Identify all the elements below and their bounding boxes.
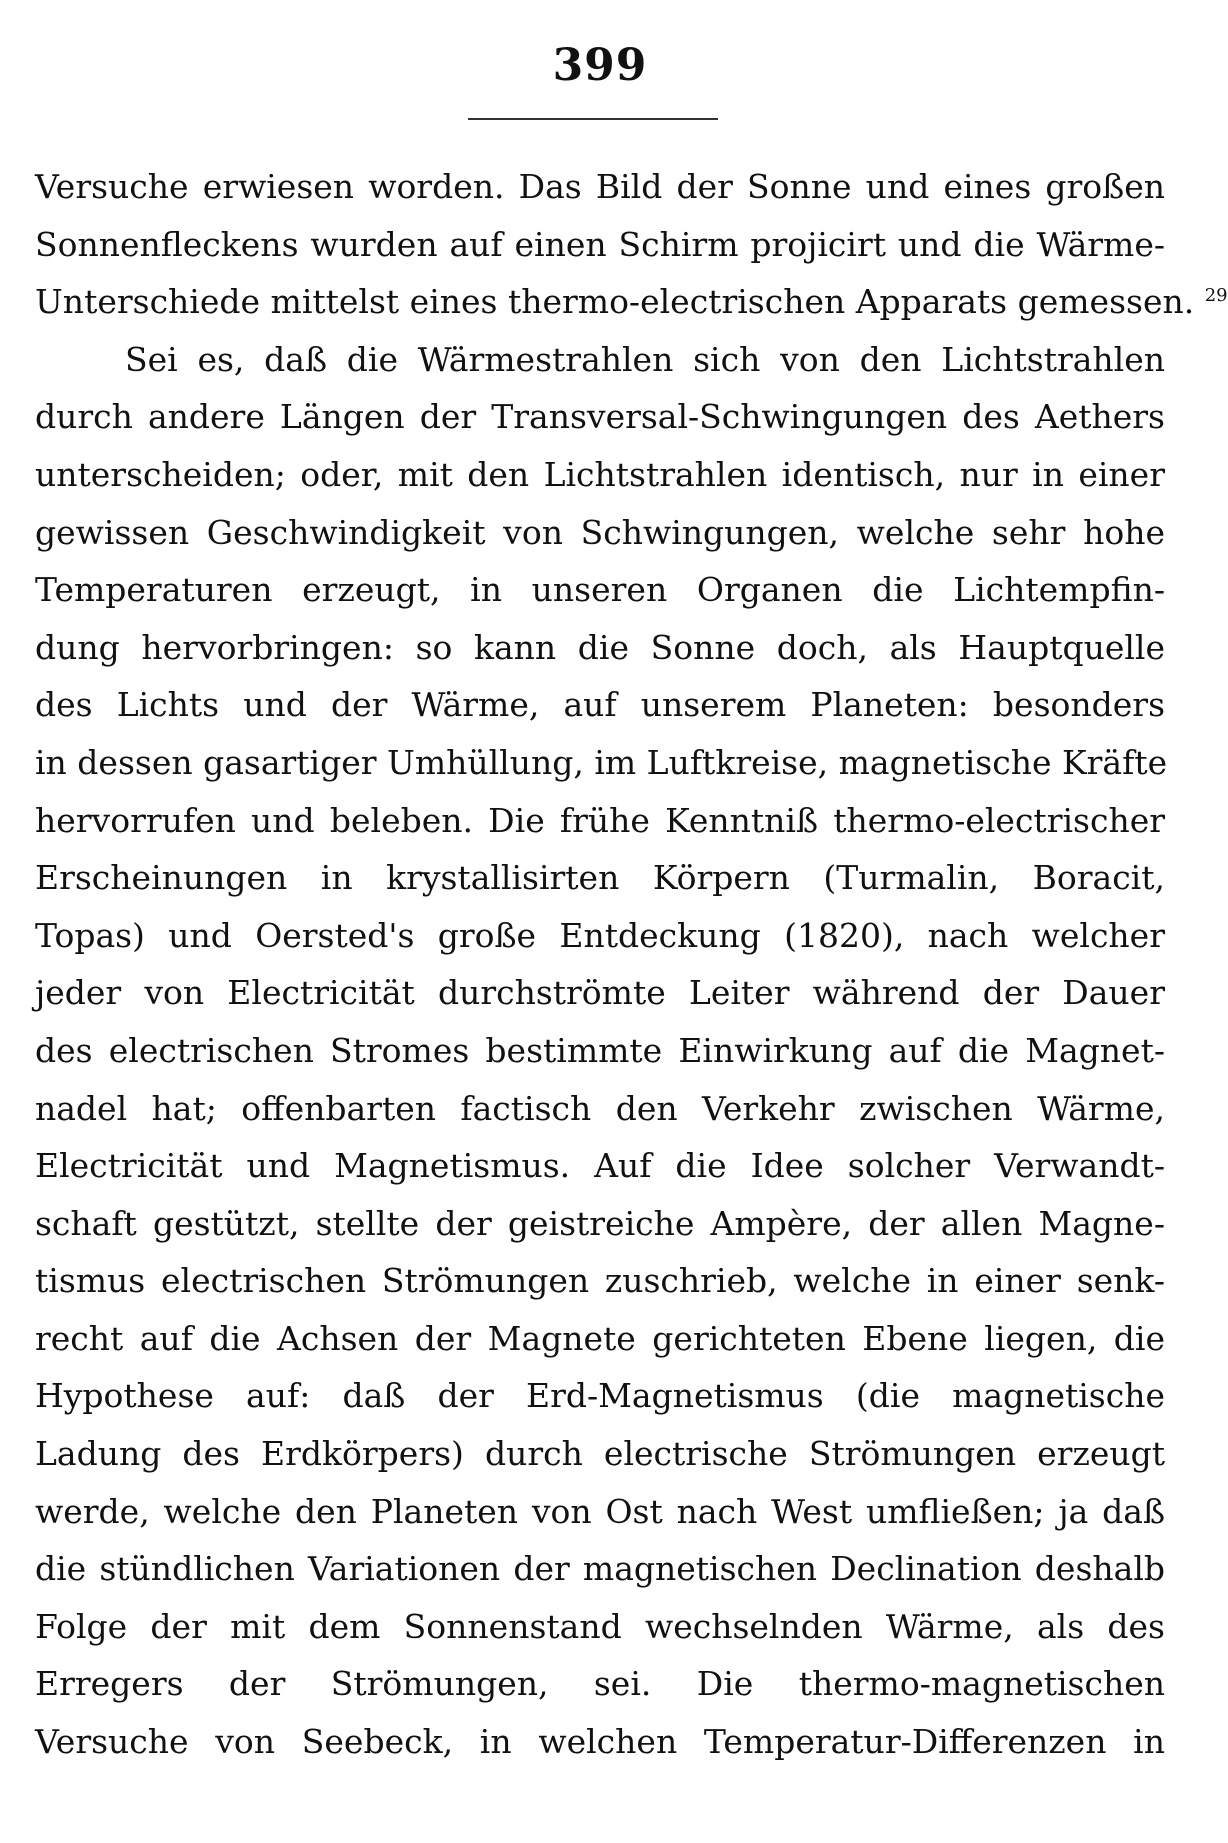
text-line: gewissen Geschwindigkeit von Schwingungen, welche sehr hohe [35, 512, 1165, 552]
text-line: Hypothese auf: daß der Erd-Magnetismus (die magnetische [35, 1376, 1165, 1416]
footnote-reference[interactable]: 29 [1204, 285, 1228, 307]
text-line-paragraph-start: Sei es, daß die Wärmestrahlen sich von den Lichtstrahlen [125, 339, 1165, 379]
text-line: hervorrufen und beleben. Die frühe Kenntniß thermo-electrischer [35, 800, 1165, 840]
text-line: Erscheinungen in krystallisirten Körpern (Turmalin, Boracit, [35, 858, 1165, 898]
text-line: durch andere Längen der Transversal-Schwingungen des Aethers [35, 397, 1165, 437]
text-line: dung hervorbringen: so kann die Sonne doch, als Hauptquelle [35, 627, 1165, 667]
text-line: des Lichts und der Wärme, auf unserem Planeten: besonders [35, 685, 1165, 725]
text-line: Versuche erwiesen worden. Das Bild der Sonne und eines großen [35, 167, 1165, 206]
text-line: nadel hat; offenbarten factisch den Verkehr zwischen Wärme, [35, 1088, 1165, 1128]
text-line: Temperaturen erzeugt, in unseren Organen die Lichtempfin- [35, 570, 1165, 610]
page-number: 399 [552, 40, 648, 91]
text-line: Topas) und Oersted's große Entdeckung (1820), nach welcher [35, 915, 1165, 955]
text-line: Erregers der Strömungen, sei. Die thermo-magnetischen [35, 1664, 1165, 1704]
body-text [35, 158, 1228, 1771]
text-line-content: Unterschiede mittelst eines thermo-electrischen Apparats gemessen. [35, 282, 1195, 322]
text-line: Electricität und Magnetismus. Auf die Idee solcher Verwandt- [35, 1146, 1165, 1186]
text-line: in dessen gasartiger Umhüllung, im Luftkreise, magnetische Kräfte [35, 742, 1168, 782]
text-line: jeder von Electricität durchströmte Leiter während der Dauer [35, 973, 1165, 1013]
text-line: Folge der mit dem Sonnenstand wechselnden Wärme, als des [35, 1606, 1165, 1646]
text-line [35, 273, 1228, 331]
text-line: die stündlichen Variationen der magnetischen Declination deshalb [35, 1549, 1165, 1589]
text-line: Sonnenfleckens wurden auf einen Schirm projicirt und die Wärme- [35, 224, 1165, 264]
text-line: recht auf die Achsen der Magnete gerichteten Ebene liegen, die [35, 1318, 1165, 1358]
text-line: unterscheiden; oder, mit den Lichtstrahlen identisch, nur in einer [35, 454, 1165, 494]
text-line: schaft gestützt, stellte der geistreiche Ampère, der allen Magne- [35, 1203, 1165, 1243]
text-line: tismus electrischen Strömungen zuschrieb, welche in einer senk- [35, 1261, 1165, 1301]
text-line: Versuche von Seebeck, in welchen Temperatur-Differenzen in [35, 1722, 1165, 1762]
text-line: des electrischen Stromes bestimmte Einwirkung auf die Magnet- [35, 1030, 1165, 1070]
header-rule [468, 118, 718, 120]
text-line: werde, welche den Planeten von Ost nach West umfließen; ja daß [35, 1491, 1165, 1531]
text-line: Ladung des Erdkörpers) durch electrische Strömungen erzeugt [35, 1434, 1165, 1474]
